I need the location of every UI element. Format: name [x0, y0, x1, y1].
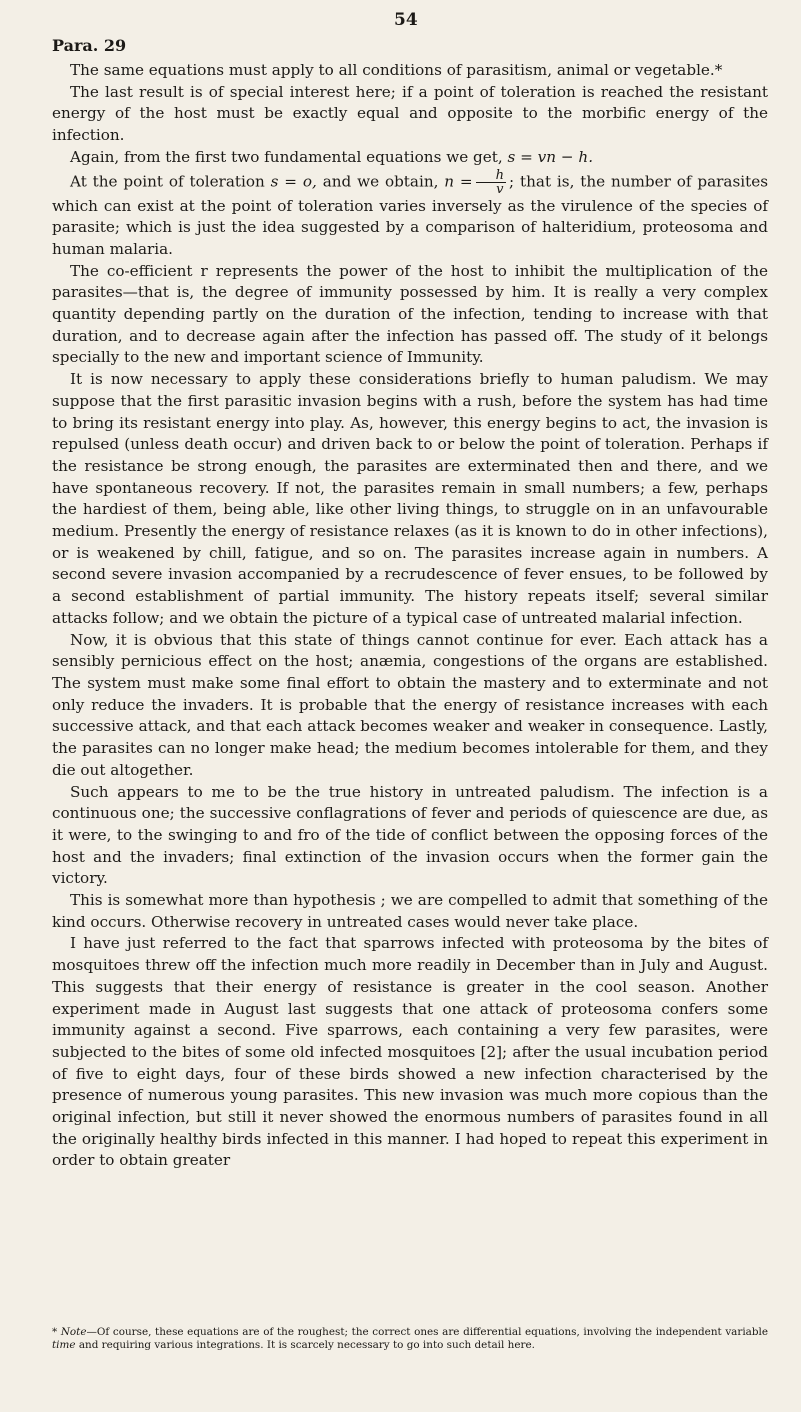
paragraph-9: This is somewhat more than hypothesis ; we are compelled to admit that something of the kind occurs. Otherwise recovery in untreated cases would never take place.: [52, 891, 768, 931]
equation-n: n =: [444, 172, 473, 191]
body-text: [52, 60, 768, 1172]
paragraph-4-text-b: and we obtain,: [322, 172, 439, 191]
paragraph-3: [52, 147, 768, 169]
page-number: 54: [394, 10, 418, 30]
paragraph-1: The same equations must apply to all conditions of parasitism, animal or vegetable.*: [70, 61, 723, 79]
paragraph-10: I have just referred to the fact that sparrows infected with proteosoma by the bites of mosquitoes threw off the infection much more readily in December than in July and August. This suggests that their energy of resistance is greater in the cool season. Another experiment made in August last suggests that one attack of proteosoma confers some immunity against a second. Five sparrows, each containing a very few parasites, were subjected to the bites of some old infected mosquitoes [2]; after the usual incubation period of five to eight days, four of these birds showed a new infection characterised by the presence of numerous young parasites. This new invasion was much more copious than the original infection, but still it never showed the enormous numbers of parasites found in all the originally healthy birds infected in this manner. I had hoped to repeat this experiment in order to obtain greater: [52, 934, 768, 1170]
fraction-denominator: v: [496, 181, 504, 197]
paragraph-5: The co-efficient r represents the power of the host to inhibit the multiplication of the parasites—that is, the degree of immunity possessed by him. It is really a very complex quantity depending partly on the duration of the infection, tending to increase with that duration, and to decrease again after the infection has passed off. The study of it belongs specially to the new and important science of Immunity.: [52, 261, 768, 367]
footnote-note-label: Note: [60, 1326, 87, 1338]
equation-s: s = vn − h.: [507, 147, 594, 166]
footnote-time: time: [52, 1339, 76, 1351]
paragraph-4-text-a: At the point of toleration: [70, 172, 265, 191]
paragraph-7: Now, it is obvious that this state of things cannot continue for ever. Each attack has a sensibly pernicious effect on the host; anæmia, congestions of the organs are established. The system must make some final effort to obtain the mastery and to exterminate and not only reduce the invaders. It is probable that the energy of resistance increases with each successive attack, and that each attack becomes weaker and weaker in consequence. Lastly, the parasites can no longer make head; the medium becomes intolerable for them, and they die out altogether.: [52, 630, 768, 779]
paragraph-label: Para. 29: [52, 36, 127, 55]
footnote-text-a: —Of course, these equations are of the roughest; the correct ones are differential equations, involving the independent variable: [86, 1326, 768, 1338]
footnote-mark: *: [52, 1326, 61, 1338]
footnote: [52, 1326, 768, 1352]
paragraph-6: It is now necessary to apply these considerations briefly to human paludism. We may suppose that the first parasitic invasion begins with a rush, before the system has had time to bring its resistant energy into play. As, however, this energy begins to act, the invasion is repulsed (unless death occur) and driven back to or below the point of toleration. Perhaps if the resistance be strong enough, the parasites are exterminated then and there, and we have spontaneous recovery. If not, the parasites remain in small numbers; a few, perhaps the hardiest of them, being able, like other living things, to struggle on in an unfavourable medium. Presently the energy of resistance relaxes (as it is known to do in other infections), or is weakened by chill, fatigue, and so on. The parasites increase again in numbers. A second severe invasion accompanied by a recrudescence of fever ensues, to be followed by a second establishment of partial immunity. The history repeats itself; several similar attacks follow; and we obtain the picture of a typical case of untreated malarial infection.: [52, 370, 768, 627]
paragraph-8: Such appears to me to be the true history in untreated paludism. The infection is a continuous one; the successive conflagrations of fever and periods of quiescence are due, as it were, to the swinging to and fro of the tide of conflict between the opposing forces of the host and the invaders; final extinction of the invasion occurs when the former gain the victory.: [52, 782, 768, 888]
fraction-h-over-v: [476, 169, 506, 196]
fraction-numerator: h: [476, 169, 506, 183]
paragraph-3-text: Again, from the first two fundamental equations we get,: [70, 147, 503, 166]
equation-s-zero: s = o,: [270, 172, 317, 191]
footnote-text-b: and requiring various integrations. It is scarcely necessary to go into such detail here.: [75, 1339, 535, 1351]
paragraph-2: The last result is of special interest here; if a point of toleration is reached the resistant energy of the host must be exactly equal and opposite to the morbific energy of the infection.: [52, 82, 768, 145]
paragraph-4: [52, 169, 768, 261]
paragraph-4-text-c: ; that is, the number of parasites which can exist at the point of toleration varies inversely as the virulence of the species of parasite; which is just the idea suggested by a comparison of halteridium, proteosoma and human malaria.: [52, 172, 769, 258]
